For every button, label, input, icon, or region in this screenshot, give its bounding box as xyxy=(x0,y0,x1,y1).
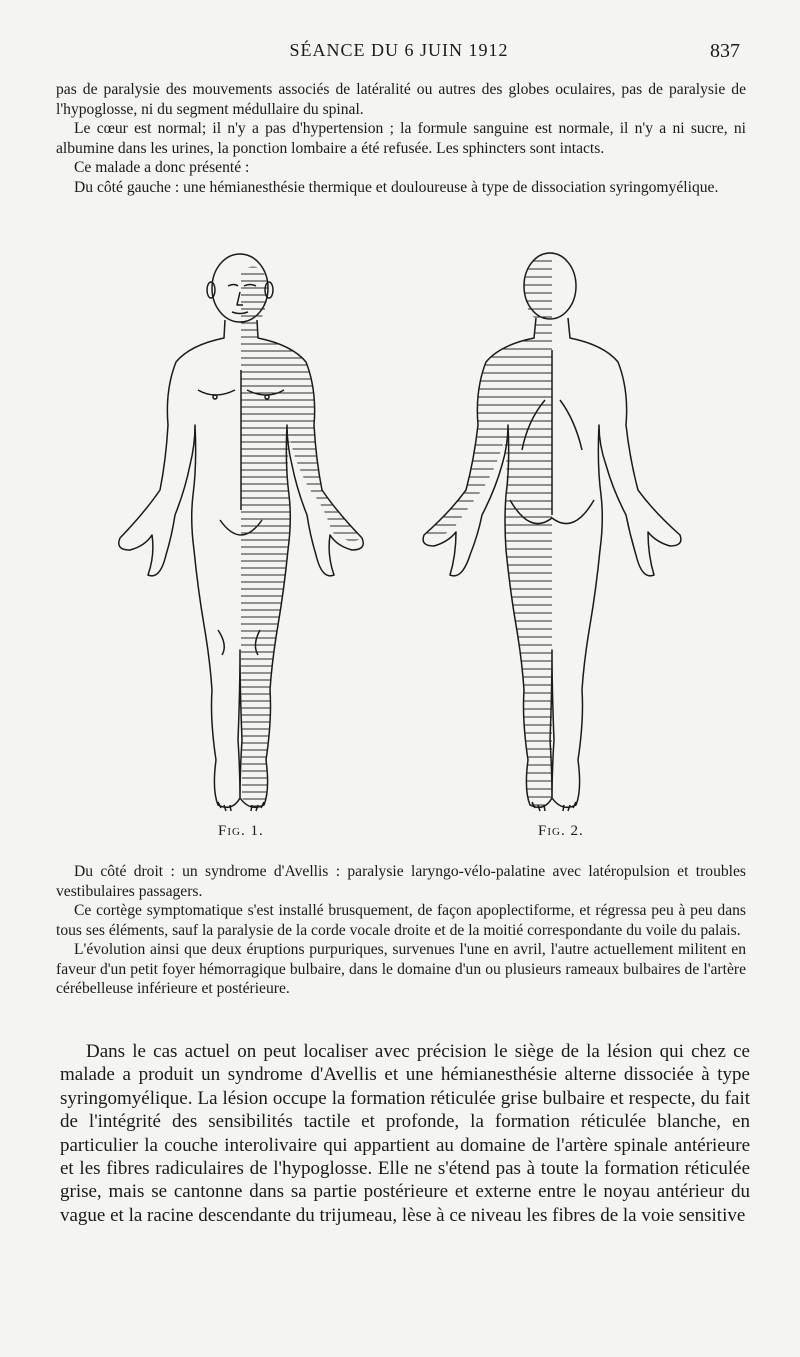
page-header xyxy=(58,40,740,70)
text-block-top xyxy=(56,80,746,197)
text-block-middle xyxy=(56,862,746,999)
hatched-region xyxy=(424,254,552,807)
paragraph: Le cœur est normal; il n'y a pas d'hypertension ; la formule sanguine est normale, il n'y a ni sucre, ni albumine dans les urines, la ponction lombaire a été refusée. Les sphincters sont intacts. xyxy=(56,120,746,157)
paragraph: Du côté droit : un syndrome d'Avellis : paralysie laryngo-vélo-palatine avec latéropulsion et troubles vestibulaires passagers. xyxy=(56,863,746,900)
figure-1-caption: Fig. 1. xyxy=(218,823,264,839)
figure-1-front-view xyxy=(100,250,390,820)
paragraph: Ce cortège symptomatique s'est installé brusquement, de façon apoplectiforme, et régressa peu à peu dans tous ses éléments, sauf la paralysie de la corde vocale droite et de la moitié correspondante du voile du palais. xyxy=(56,902,746,939)
paragraph: Du côté gauche : une hémianesthésie thermique et douloureuse à type de dissociation syringomyélique. xyxy=(74,178,719,196)
hatched-region xyxy=(241,267,362,808)
page-number: 837 xyxy=(710,40,740,62)
paragraph: Dans le cas actuel on peut localiser avec précision le siège de la lésion qui chez ce malade a produit un syndrome d'Avellis et une hémianesthésie alterne dissociée à type syringomyélique. La lésion occupe la formation réticulée grise bulbaire et respecte, du fait de l'intégrité des sensibilités tactile et profonde, la formation réticulée blanche, en particulier la couche interolivaire qui appartient au domaine de l'artère spinale antérieure et les fibres radiculaires de l'hypoglosse. Elle ne s'étend pas à toute la formation réticulée grise, mais se cantonne dans sa partie postérieure et externe entre le noyau antérieur du vague et la racine descendante du trijumeau, lèse à ce niveau les fibres de la voie sensitive xyxy=(60,1041,750,1226)
paragraph: L'évolution ainsi que deux éruptions purpuriques, survenues l'une en avril, l'autre actuellement militent en faveur d'un petit foyer hémorragique bulbaire, dans le domaine d'un ou plusieurs rameaux bulbaires de l'artère cérébelleuse inférieure et postérieure. xyxy=(56,941,746,997)
figure-2-back-view xyxy=(410,250,710,820)
paragraph: pas de paralysie des mouvements associés de latéralité ou autres des globes oculaires, pas de paralysie de l'hypoglosse, ni du segment médullaire du spinal. xyxy=(56,81,746,118)
running-head: SÉANCE DU 6 JUIN 1912 xyxy=(289,40,509,60)
paragraph: Ce malade a donc présenté : xyxy=(74,159,250,176)
text-block-bottom xyxy=(60,1040,750,1227)
figure-2-caption: Fig. 2. xyxy=(538,823,584,839)
